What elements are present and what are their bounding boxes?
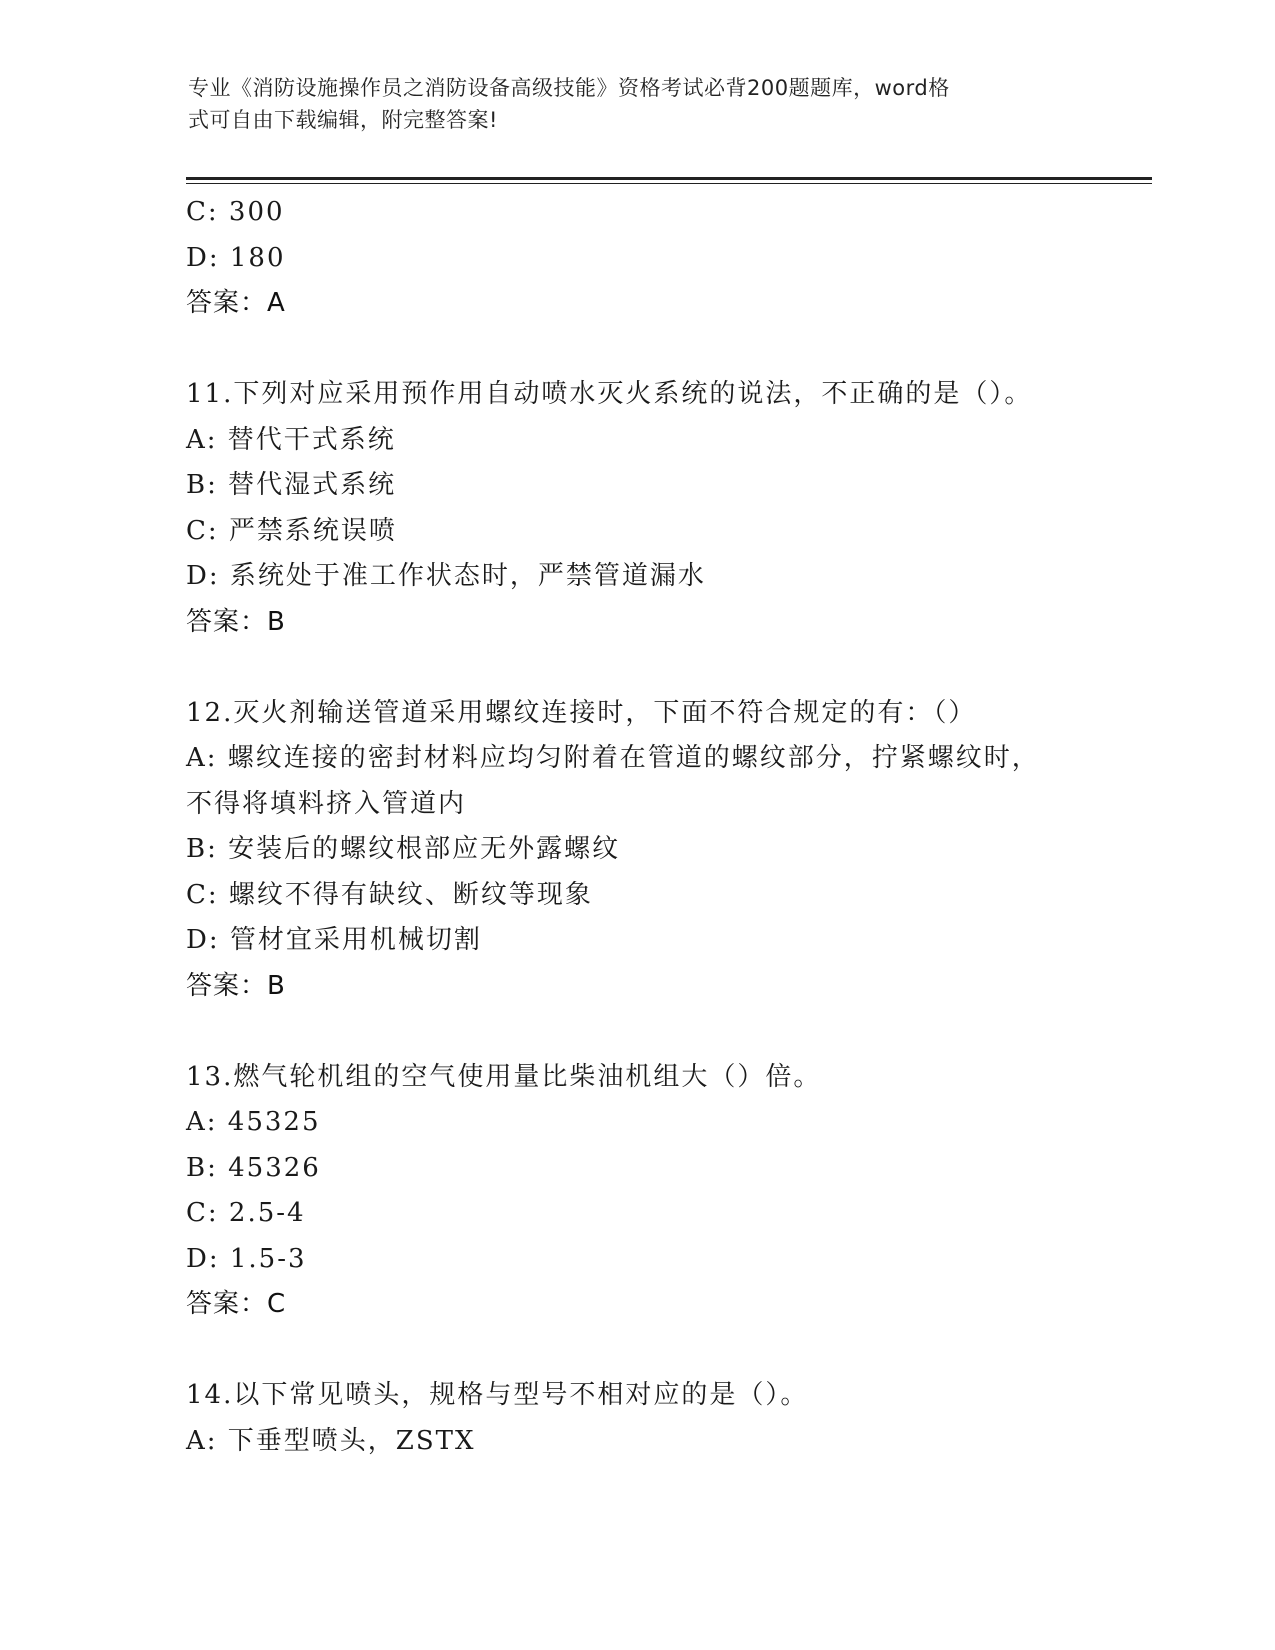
option-b: B: 45326 (186, 1152, 321, 1183)
answer-line: 答案：C (186, 1289, 287, 1319)
spacer (186, 1328, 1086, 1374)
option-d: D: 管材宜采用机械切割 (186, 925, 482, 955)
answer-line: 答案：B (186, 606, 286, 637)
option-a-continued: 不得将填料挤入管道内 (186, 788, 467, 819)
option-a: A: 替代干式系统 (186, 424, 396, 455)
header-line-1: 专业《消防设施操作员之消防设备高级技能》资格考试必背200题题库，word格 (188, 76, 950, 100)
option-b: B: 替代湿式系统 (186, 470, 397, 500)
header-line-2: 式可自由下载编辑，附完整答案! (188, 108, 498, 132)
spacer (186, 327, 1086, 373)
document-header (188, 72, 1068, 136)
question-text: 13.燃气轮机组的空气使用量比柴油机组大（）倍。 (186, 1061, 822, 1092)
option-d: D: 系统处于准工作状态时，严禁管道漏水 (186, 561, 706, 591)
answer-line: 答案：A (186, 288, 286, 318)
header-divider-thin (186, 183, 1152, 184)
option-d: D: 1.5-3 (186, 1243, 307, 1274)
option-c: C: 2.5-4 (186, 1198, 306, 1228)
option-c: C: 300 (186, 197, 285, 227)
question-list (186, 190, 1086, 1464)
spacer (186, 1009, 1086, 1055)
option-a: A: 螺纹连接的密封材料应均匀附着在管道的螺纹部分，拧紧螺纹时， (186, 743, 1040, 773)
spacer (186, 645, 1086, 691)
option-d: D: 180 (186, 242, 286, 273)
option-c: C: 螺纹不得有缺纹、断纹等现象 (186, 879, 593, 910)
header-divider-thick (186, 177, 1152, 180)
question-text: 11.下列对应采用预作用自动喷水灭火系统的说法，不正确的是（）。 (186, 379, 1033, 409)
question-text: 14.以下常见喷头，规格与型号不相对应的是（）。 (186, 1380, 809, 1410)
question-text: 12.灭火剂输送管道采用螺纹连接时，下面不符合规定的有：（） (186, 697, 977, 728)
option-a: A: 45325 (186, 1107, 321, 1137)
option-c: C: 严禁系统误喷 (186, 515, 397, 546)
answer-line: 答案：B (186, 970, 286, 1001)
option-a: A: 下垂型喷头，ZSTX (186, 1425, 476, 1456)
option-b: B: 安装后的螺纹根部应无外露螺纹 (186, 834, 621, 864)
